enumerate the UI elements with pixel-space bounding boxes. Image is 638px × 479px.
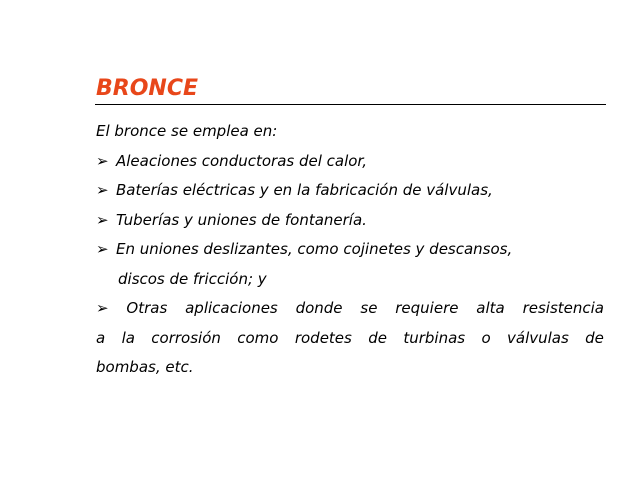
word: válvulas — [507, 328, 569, 347]
arrowhead-bullet-icon: ➢ — [96, 299, 109, 317]
last-item-line-3: bombas, etc. — [96, 358, 194, 376]
word: de — [368, 328, 387, 347]
arrowhead-bullet-icon: ➢ — [96, 151, 109, 170]
word: Otras — [126, 299, 168, 317]
arrowhead-bullet-icon: ➢ — [96, 210, 109, 229]
arrowhead-bullet-icon: ➢ — [96, 181, 109, 199]
word: rodetes — [294, 328, 352, 347]
intro-text: El bronce se emplea en: — [96, 122, 278, 140]
last-item-line-1 — [96, 294, 604, 324]
list-item-text: Tuberías y uniones de fontanería. — [116, 210, 367, 229]
word: alta — [476, 299, 505, 317]
list-item — [96, 235, 604, 265]
list-item-continuation: discos de fricción; y — [118, 269, 267, 288]
word: donde — [295, 299, 343, 317]
slide-body — [96, 117, 604, 383]
word: como — [237, 328, 279, 347]
word: se — [360, 299, 378, 317]
word: la — [121, 328, 135, 347]
word: resistencia — [522, 299, 604, 317]
word: corrosión — [151, 328, 221, 347]
word: aplicaciones — [185, 299, 278, 317]
list-item — [96, 176, 604, 206]
word: de — [585, 328, 604, 347]
word: turbinas — [403, 328, 466, 347]
title-divider — [95, 104, 606, 105]
word: a — [96, 328, 106, 347]
list-item — [96, 206, 604, 236]
list-item-text: En uniones deslizantes, como cojinetes y descansos, — [116, 240, 513, 258]
list-item-text: Baterías eléctricas y en la fabricación de válvulas, — [116, 181, 493, 199]
last-item-line-2 — [96, 324, 604, 354]
arrowhead-bullet-icon: ➢ — [96, 240, 109, 258]
list-item — [96, 147, 604, 177]
list-item-text: Aleaciones conductoras del calor, — [116, 151, 367, 170]
slide-title: BRONCE — [96, 76, 198, 101]
word: o — [481, 328, 491, 347]
word: requiere — [395, 299, 459, 317]
